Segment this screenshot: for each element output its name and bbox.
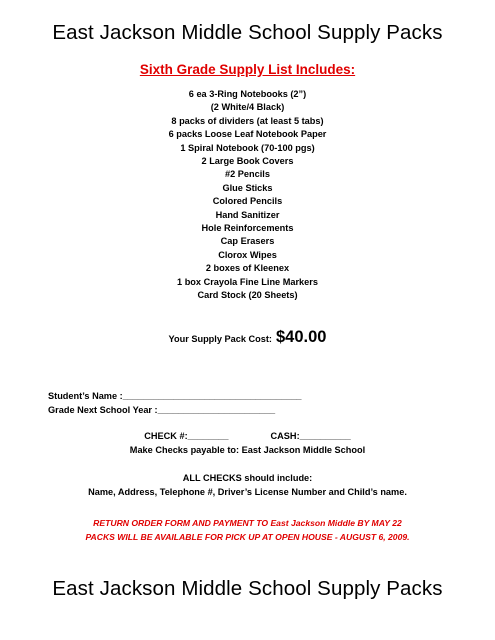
list-item: Hand Sanitizer [215,209,280,220]
cost-label: Your Supply Pack Cost: [168,334,272,344]
cash-field[interactable]: CASH:__________ [270,431,351,441]
grade-field[interactable]: Grade Next School Year :_______________________ [48,405,276,415]
return-notice: RETURN ORDER FORM AND PAYMENT TO East Jackson Middle BY MAY 22 [93,518,402,528]
list-item: 6 ea 3-Ring Notebooks (2”) [188,89,307,99]
list-item: Glue Sticks [222,182,273,193]
list-item: 2 Large Book Covers [201,156,294,167]
list-item: 8 packs of dividers (at least 5 tabs) [171,115,324,126]
list-item: Card Stock (20 Sheets) [197,290,298,301]
list-item: 1 Spiral Notebook (70-100 pgs) [180,142,315,153]
supply-list [0,88,495,303]
student-name-field[interactable]: Student’s Name :___________________________________ [48,391,302,401]
supply-pack-cost [0,328,495,347]
checks-payable-text: Make Checks payable to: East Jackson Middle School [129,445,366,455]
pickup-notice: PACKS WILL BE AVAILABLE FOR PICK UP AT OPEN HOUSE - AUGUST 6, 2009. [85,532,410,542]
list-item: Colored Pencils [212,196,283,207]
payment-fields [0,431,495,441]
footer-title: East Jackson Middle School Supply Packs [52,577,443,600]
list-item: 6 packs Loose Leaf Notebook Paper [168,129,327,140]
list-item: Cap Erasers [220,236,275,247]
page-title: East Jackson Middle School Supply Packs [52,21,443,44]
list-item: #2 Pencils [225,169,270,180]
list-item: (2 White/4 Black) [210,102,285,113]
list-item: Clorox Wipes [218,249,277,260]
supply-list-heading: Sixth Grade Supply List Includes: [139,62,356,77]
check-number-field[interactable]: CHECK #:________ [144,431,229,441]
list-item: Hole Reinforcements [201,223,294,234]
cost-amount: $40.00 [276,328,327,346]
checks-detail: Name, Address, Telephone #, Driver’s License Number and Child’s name. [88,487,407,497]
list-item: 1 box Crayola Fine Line Markers [177,276,318,287]
checks-heading: ALL CHECKS should include: [182,473,313,483]
list-item: 2 boxes of Kleenex [205,263,290,274]
